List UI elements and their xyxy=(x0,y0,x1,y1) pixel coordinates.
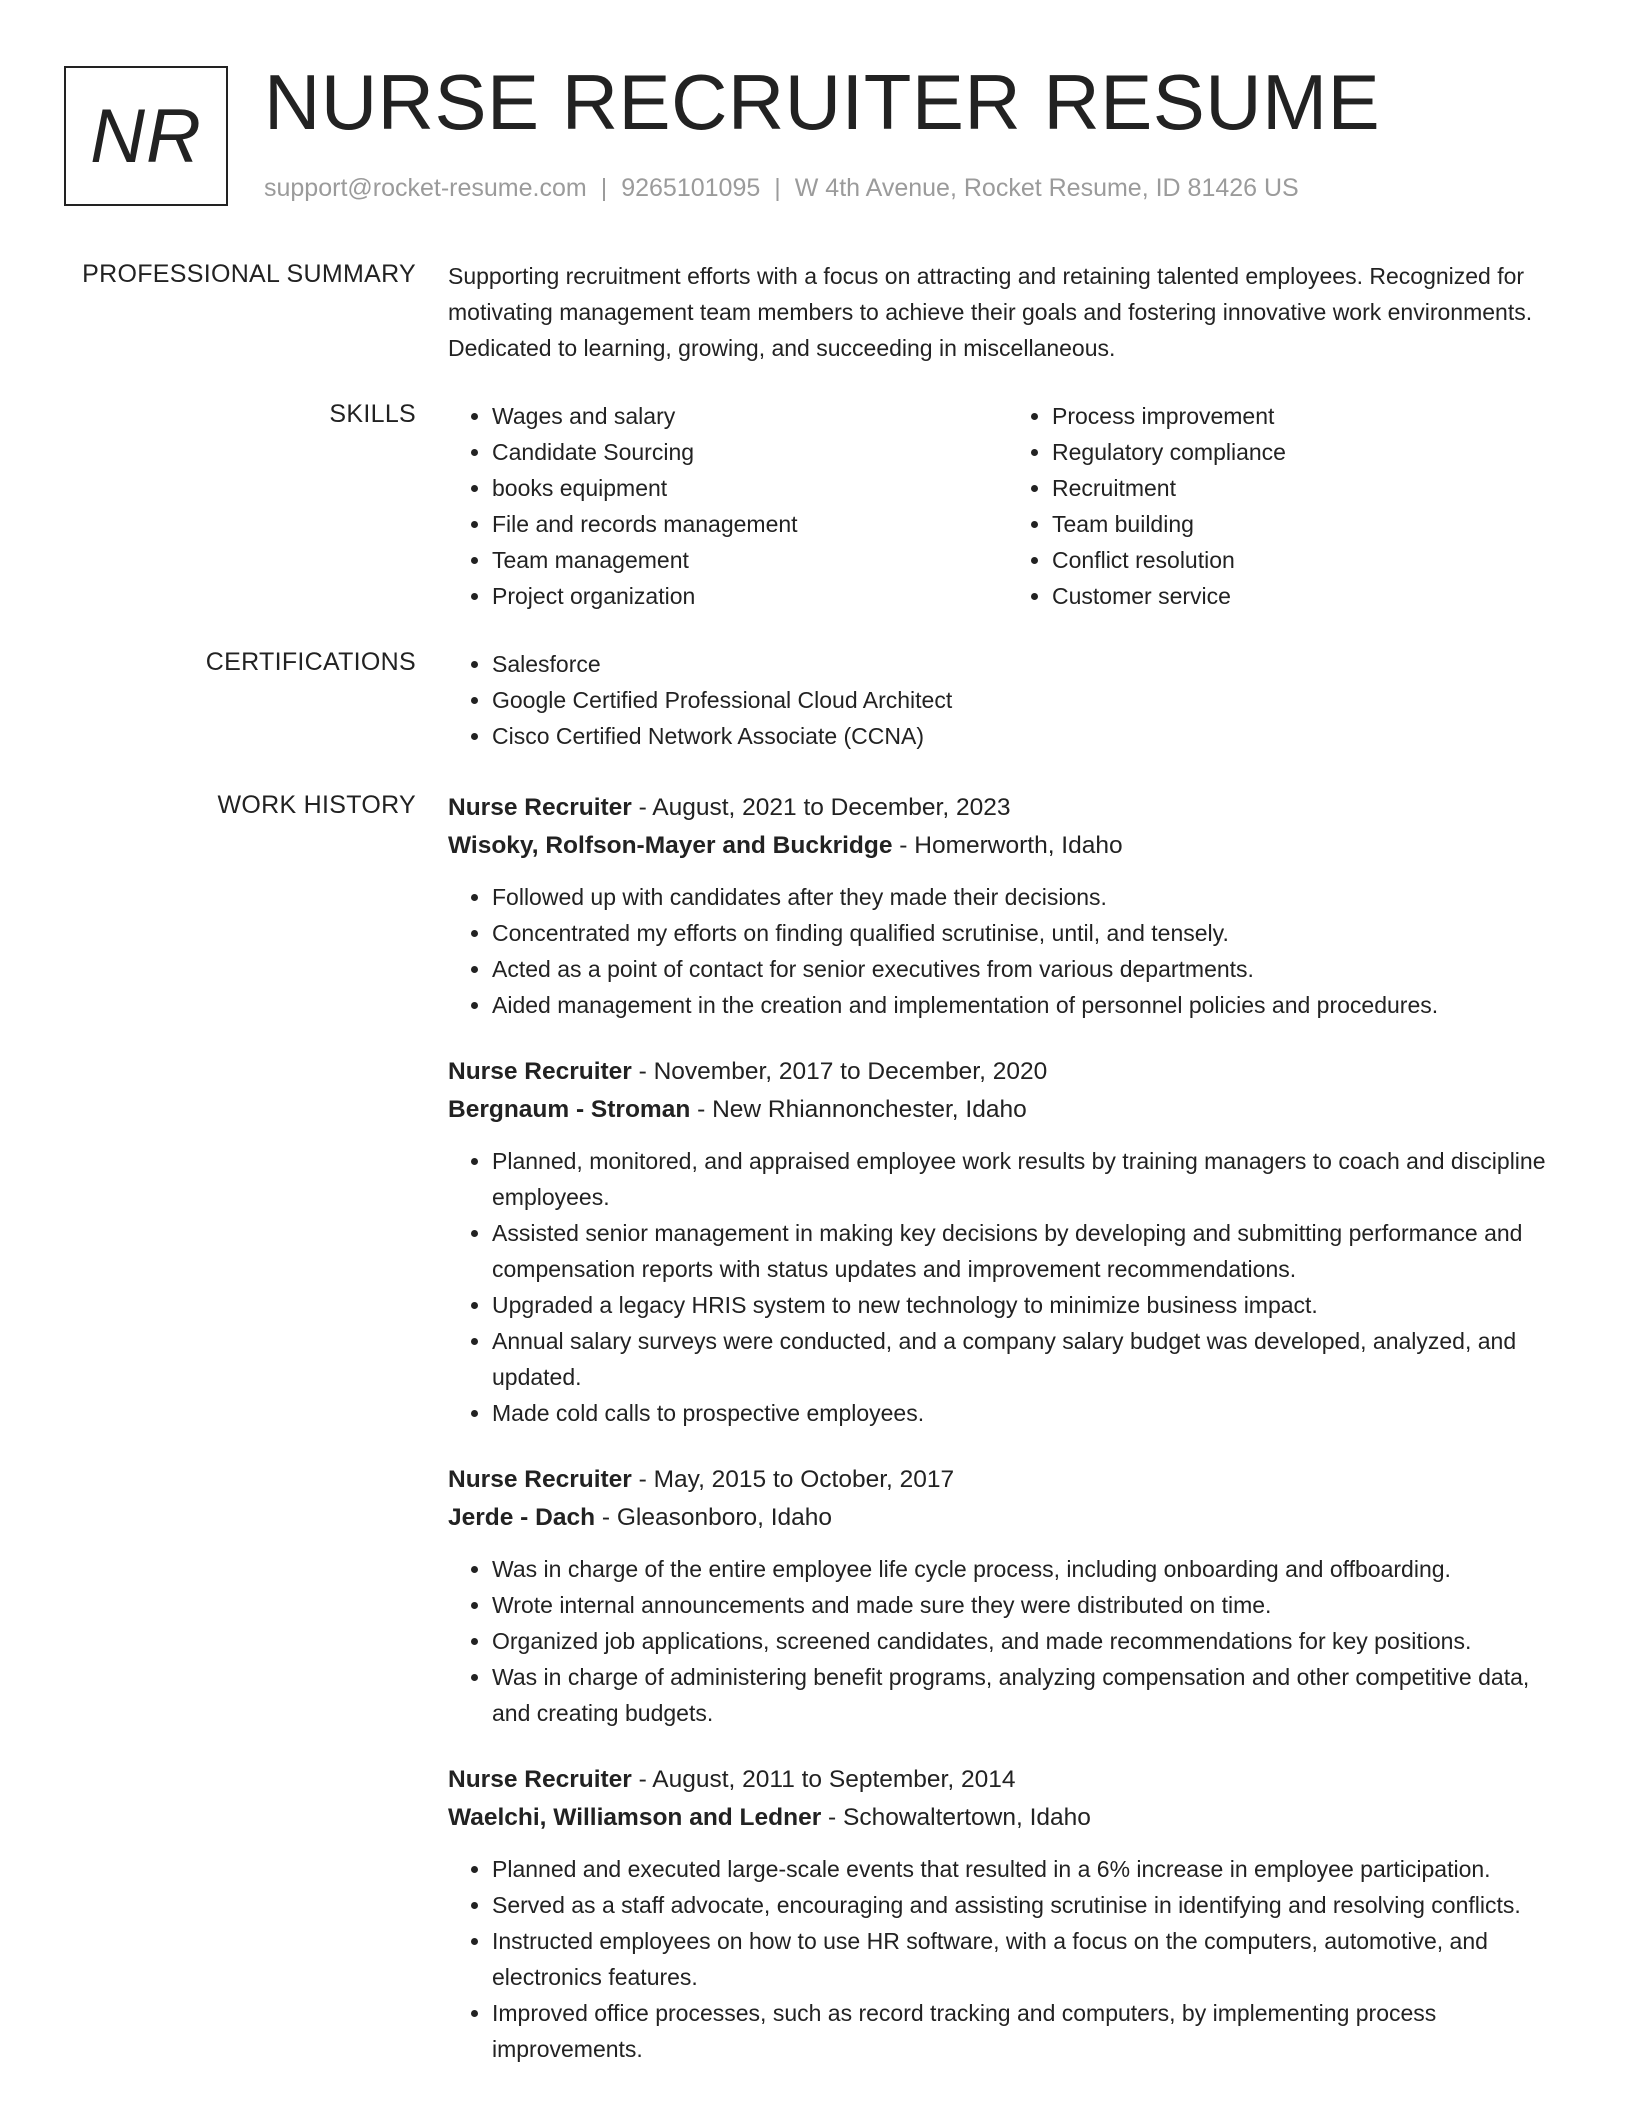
job-bullet: • Assisted senior management in making key decisions by developing and submitting performance and compensation reports with status updates and improvement recommendations. xyxy=(492,1215,1568,1287)
job-bullet: • Acted as a point of contact for senior executives from various departments. xyxy=(492,951,1568,987)
contact-phone[interactable]: 9265101095 xyxy=(621,174,761,202)
job-bullet: • Aided management in the creation and implementation of personnel policies and procedures. xyxy=(492,987,1568,1023)
job-company-line xyxy=(448,827,1568,865)
job-bullet: • Served as a staff advocate, encouraging and assisting scrutinise in identifying and resolving conflicts. xyxy=(492,1887,1568,1923)
job-dates: - August, 2011 to September, 2014 xyxy=(631,1766,1016,1793)
contact-separator: | xyxy=(600,174,608,202)
job-title: Nurse Recruiter xyxy=(448,1058,632,1085)
summary-text: Supporting recruitment efforts with a focus on attracting and retaining talented employees. Recognized for motivating management team members to achieve their goals and fostering innovative work environments. Dedicated to learning, growing, and succeeding in miscellaneous. xyxy=(448,263,1533,361)
skill-item: • Recruitment xyxy=(1052,470,1568,506)
job-company-line xyxy=(448,1799,1568,1837)
job-dates: - May, 2015 to October, 2017 xyxy=(631,1466,955,1493)
skill-item: • Team management xyxy=(492,542,1008,578)
certifications-list xyxy=(448,646,1568,754)
job-location: - New Rhiannonchester, Idaho xyxy=(690,1096,1027,1123)
job-bullets xyxy=(448,1551,1568,1731)
job-company-line xyxy=(448,1091,1568,1129)
job-company: Jerde - Dach xyxy=(448,1504,596,1531)
skills-body xyxy=(448,398,1568,614)
contact-separator: | xyxy=(774,174,781,202)
skill-item: • Wages and salary xyxy=(492,398,1008,434)
job-title-line xyxy=(448,1461,1568,1499)
job-title-line xyxy=(448,789,1568,827)
job-bullet: • Wrote internal announcements and made sure they were distributed on time. xyxy=(492,1587,1568,1623)
job-entry xyxy=(448,1761,1568,2067)
job-bullet: • Instructed employees on how to use HR software, with a focus on the computers, automotive, and electronics features. xyxy=(492,1923,1568,1995)
job-entry xyxy=(448,1053,1568,1431)
job-company-line xyxy=(448,1499,1568,1537)
job-bullet: • Was in charge of the entire employee life cycle process, including onboarding and offboarding. xyxy=(492,1551,1568,1587)
skill-item: • Process improvement xyxy=(1052,398,1568,434)
job-title: Nurse Recruiter xyxy=(448,794,632,821)
job-company: Waelchi, Williamson and Ledner xyxy=(448,1804,822,1831)
job-bullet: • Annual salary surveys were conducted, and a company salary budget was developed, analyzed, and updated. xyxy=(492,1323,1568,1395)
skill-item: • Customer service xyxy=(1052,578,1568,614)
skill-item: • Project organization xyxy=(492,578,1008,614)
certification-item: • Salesforce xyxy=(492,646,1568,682)
contact-line xyxy=(264,172,1299,205)
skill-item: • books equipment xyxy=(492,470,1008,506)
job-bullets xyxy=(448,879,1568,1023)
resume-title: NURSE RECRUITER RESUME xyxy=(264,58,1381,146)
certifications-body xyxy=(448,646,1568,754)
job-title-line xyxy=(448,1761,1568,1799)
job-bullet: • Made cold calls to prospective employees. xyxy=(492,1395,1568,1431)
contact-email[interactable]: support@rocket-resume.com xyxy=(264,174,587,202)
certification-item: • Google Certified Professional Cloud Architect xyxy=(492,682,1568,718)
skill-item: • Candidate Sourcing xyxy=(492,434,1008,470)
job-location: - Schowaltertown, Idaho xyxy=(821,1804,1091,1831)
work-history-heading: WORK HISTORY xyxy=(217,791,416,819)
skills-list-left xyxy=(448,398,1008,614)
job-bullet: • Followed up with candidates after they made their decisions. xyxy=(492,879,1568,915)
job-bullet: • Planned, monitored, and appraised employee work results by training managers to coach and discipline employees. xyxy=(492,1143,1568,1215)
certifications-heading: CERTIFICATIONS xyxy=(205,648,416,676)
job-company: Bergnaum - Stroman xyxy=(448,1096,691,1123)
job-bullet: • Organized job applications, screened candidates, and made recommendations for key positions. xyxy=(492,1623,1568,1659)
skill-item: • Conflict resolution xyxy=(1052,542,1568,578)
monogram-logo xyxy=(64,66,228,206)
monogram-initials: NR xyxy=(90,93,202,179)
work-history-body xyxy=(448,789,1568,2067)
job-bullet: • Was in charge of administering benefit programs, analyzing compensation and other competitive data, and creating budgets. xyxy=(492,1659,1568,1731)
job-company: Wisoky, Rolfson-Mayer and Buckridge xyxy=(448,832,893,859)
job-title: Nurse Recruiter xyxy=(448,1466,632,1493)
skill-item: • File and records management xyxy=(492,506,1008,542)
job-bullets xyxy=(448,1851,1568,2067)
job-location: - Homerworth, Idaho xyxy=(892,832,1123,859)
skills-heading: SKILLS xyxy=(329,400,416,428)
job-dates: - November, 2017 to December, 2020 xyxy=(631,1058,1048,1085)
job-entry xyxy=(448,1461,1568,1731)
skill-item: • Regulatory compliance xyxy=(1052,434,1568,470)
skills-list-right xyxy=(1008,398,1568,614)
contact-address: W 4th Avenue, Rocket Resume, ID 81426 US xyxy=(794,174,1299,202)
summary-heading: PROFESSIONAL SUMMARY xyxy=(82,260,416,288)
job-bullet: • Improved office processes, such as record tracking and computers, by implementing process improvements. xyxy=(492,1995,1568,2067)
job-title-line xyxy=(448,1053,1568,1091)
job-bullet: • Upgraded a legacy HRIS system to new technology to minimize business impact. xyxy=(492,1287,1568,1323)
skill-item: • Team building xyxy=(1052,506,1568,542)
job-bullet: • Concentrated my efforts on finding qualified scrutinise, until, and tensely. xyxy=(492,915,1568,951)
job-location: - Gleasonboro, Idaho xyxy=(595,1504,833,1531)
job-dates: - August, 2021 to December, 2023 xyxy=(631,794,1011,821)
summary-body xyxy=(448,258,1568,366)
job-entry xyxy=(448,789,1568,1023)
certification-item: • Cisco Certified Network Associate (CCNA) xyxy=(492,718,1568,754)
job-title: Nurse Recruiter xyxy=(448,1766,632,1793)
job-bullets xyxy=(448,1143,1568,1431)
job-bullet: • Planned and executed large-scale events that resulted in a 6% increase in employee participation. xyxy=(492,1851,1568,1887)
